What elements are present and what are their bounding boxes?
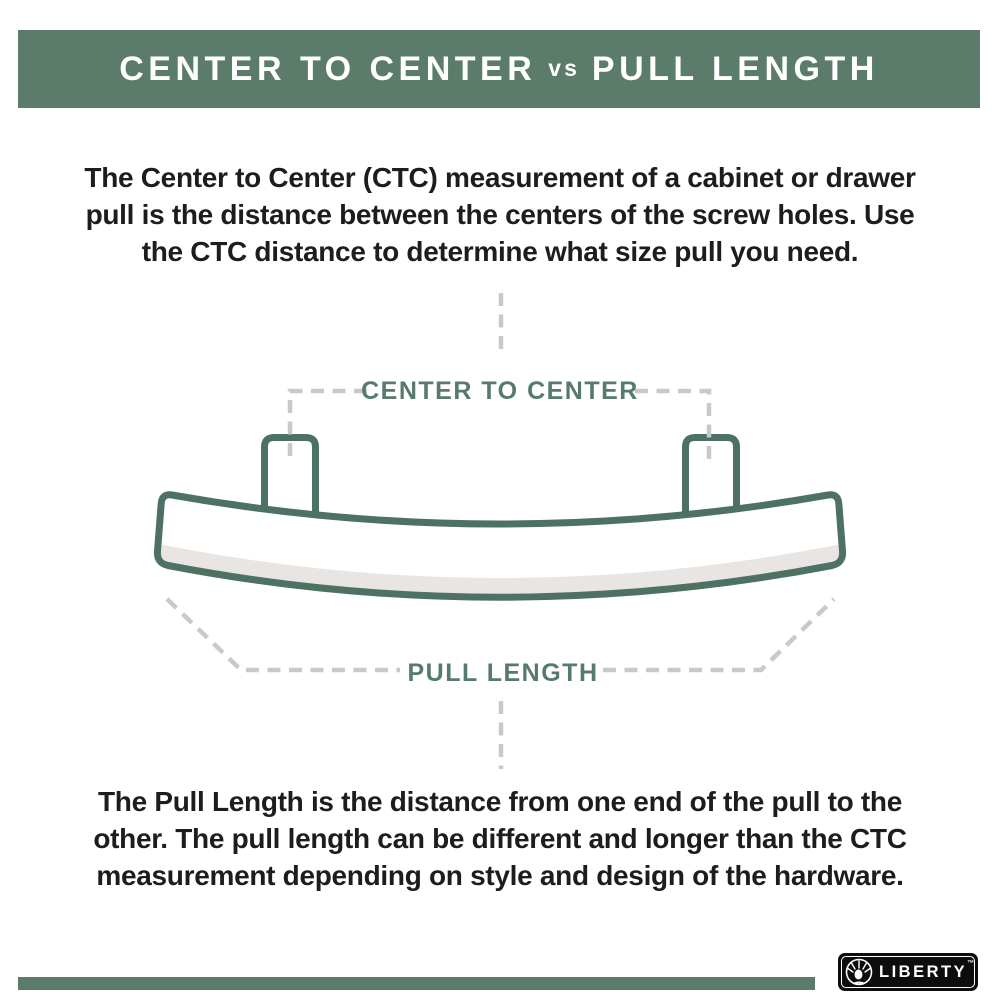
header-vs-text: vs — [548, 54, 580, 81]
trademark-symbol: ™ — [967, 960, 975, 967]
liberty-logo-frame — [841, 956, 975, 988]
pull-length-label: PULL LENGTH — [407, 659, 599, 687]
outro-line: other. The pull length can be different and longer than the CTC — [93, 823, 907, 854]
statue-of-liberty-icon — [844, 957, 874, 987]
liberty-logo — [838, 953, 978, 991]
outro-line: measurement depending on style and design of the hardware. — [96, 860, 904, 891]
outro-line: The Pull Length is the distance from one end of the pull to the — [97, 786, 902, 817]
footer-accent-bar — [18, 977, 815, 990]
header-title-left: CENTER TO CENTER — [119, 49, 537, 88]
intro-line: the CTC distance to determine what size pull you need. — [141, 236, 859, 267]
outro-paragraph — [20, 783, 980, 894]
liberty-wordmark: LIBERTY — [879, 962, 968, 981]
intro-line: The Center to Center (CTC) measurement of a cabinet or drawer — [84, 162, 916, 193]
center-to-center-label: CENTER TO CENTER — [361, 377, 639, 405]
pull-handle-bar — [157, 495, 842, 597]
intro-line: pull is the distance between the centers of the screw holes. Use — [85, 199, 915, 230]
header-title-right: PULL LENGTH — [591, 49, 879, 88]
